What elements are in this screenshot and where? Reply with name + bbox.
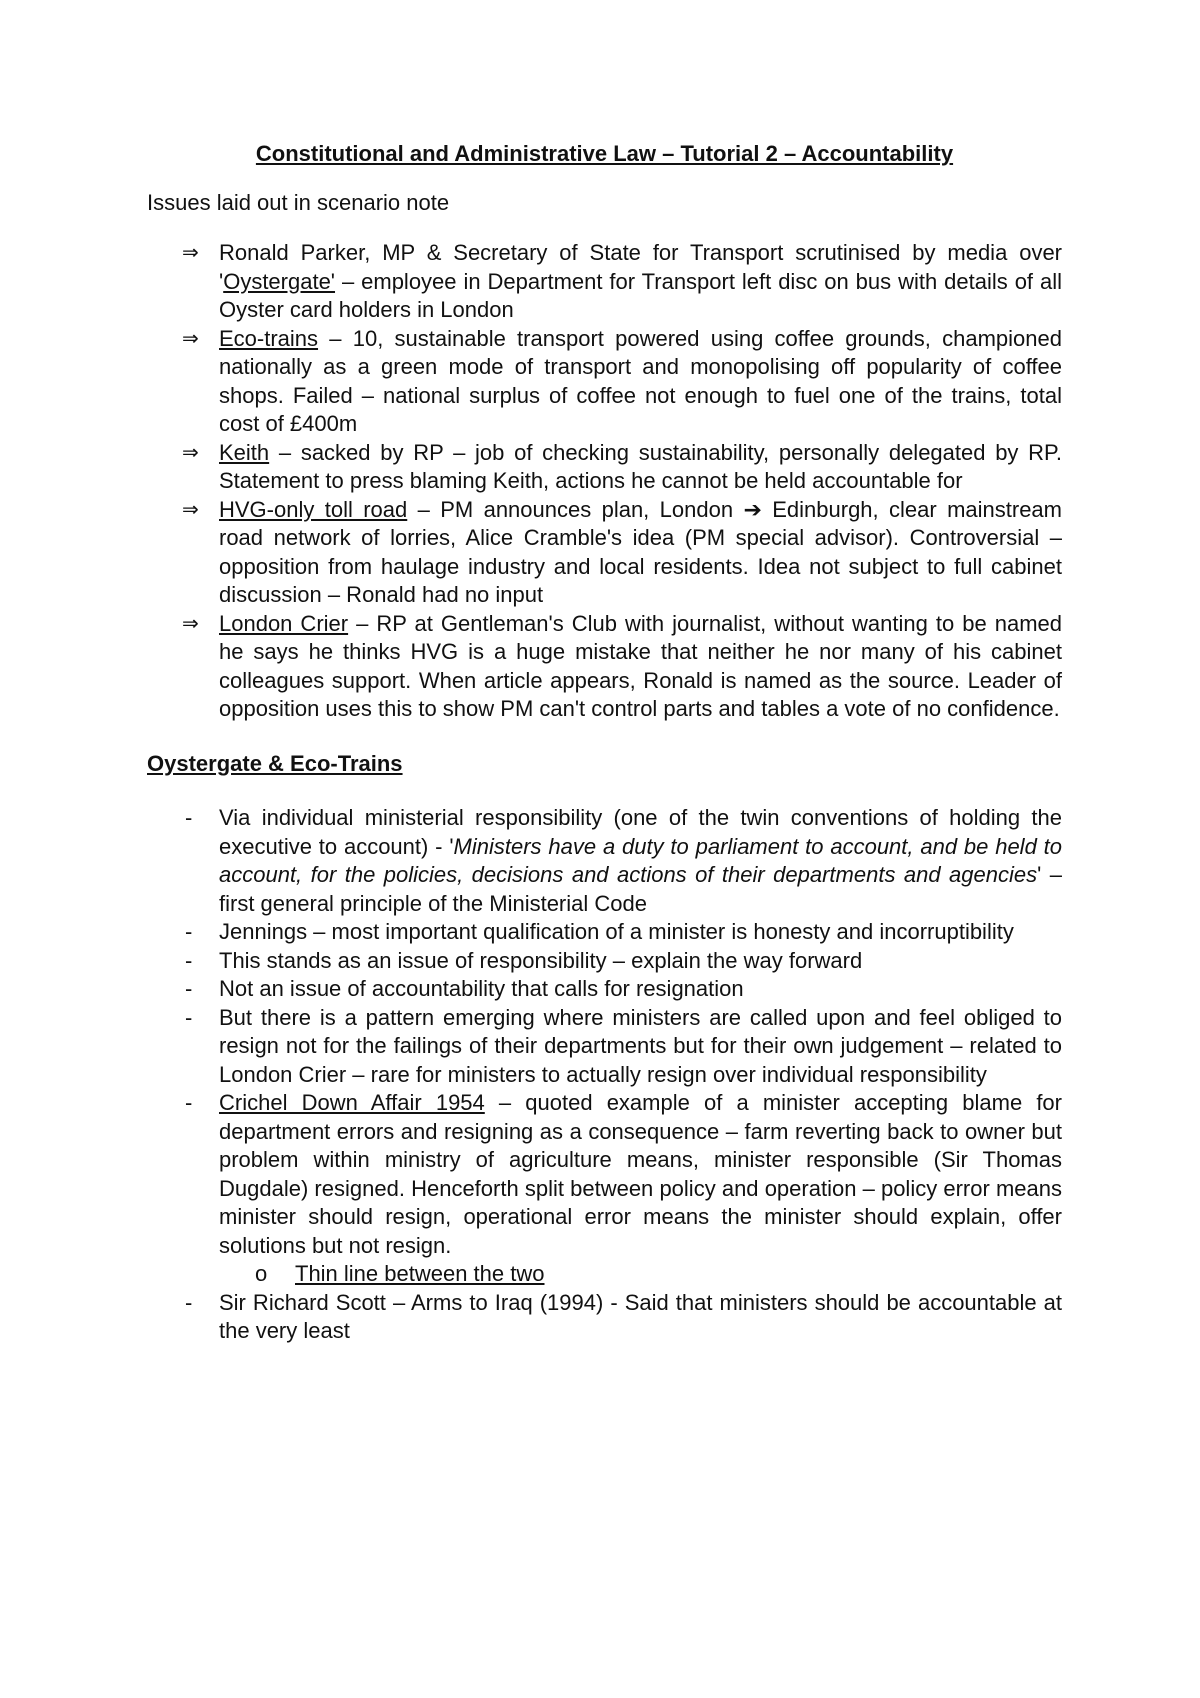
point-text: This stands as an issue of responsibility – explain the way forward	[219, 947, 863, 973]
dash-bullet-icon: -	[185, 1090, 193, 1115]
issue-keyword: Eco-trains	[219, 325, 319, 351]
issue-item-eco-trains	[147, 325, 1062, 439]
issue-item-hvg-toll-road	[147, 496, 1062, 610]
points-list	[147, 804, 1062, 1260]
point-text: Jennings – most important qualification of a minister is honesty and incorruptibility	[219, 919, 1014, 944]
issue-item-london-crier	[147, 610, 1062, 724]
point-text: But there is a pattern emerging where ministers are called upon and feel obliged to resign not for the failings of their departments but for their own judgement – related to London Crier – rare for ministers to actually resign over individual responsibility	[219, 1004, 1062, 1087]
document-title: Constitutional and Administrative Law – Tutorial 2 – Accountability	[255, 141, 954, 166]
arrow-bullet-icon: ⇒	[182, 327, 199, 350]
point-item	[147, 1004, 1062, 1090]
sub-points-list	[147, 1260, 1062, 1289]
issue-keyword: Keith	[219, 439, 270, 465]
dash-bullet-icon: -	[185, 1289, 193, 1315]
arrow-bullet-icon: ⇒	[182, 242, 199, 264]
dash-bullet-icon: -	[185, 976, 193, 1001]
point-item	[147, 804, 1062, 918]
circle-bullet-icon: o	[255, 1261, 268, 1286]
point-text-pre: Via individual ministerial responsibility (one of the twin conventions of holding the executive to account) - '	[219, 805, 1062, 859]
dash-bullet-icon: -	[185, 805, 193, 830]
dash-bullet-icon: -	[185, 919, 193, 944]
issue-text-post: – employee in Department for Transport left disc on bus with details of all Oyster card holders in London	[219, 268, 1062, 322]
issue-item-keith	[147, 439, 1062, 496]
sub-point-item	[147, 1260, 1062, 1289]
issue-keyword: HVG-only toll road	[219, 496, 408, 522]
arrow-bullet-icon: ⇒	[182, 441, 199, 464]
arrow-bullet-icon: ⇒	[182, 498, 199, 521]
point-text-post: – quoted example of a minister accepting blame for department errors and resigning as a consequence – farm reverting back to owner but problem within ministry of agriculture means, minister responsible (Sir Thomas Dugdale) resigned. Henceforth split between policy and operation – policy error means minister should resign, operational error means the minister should explain, offer solutions but not resign.	[219, 1090, 1062, 1258]
issue-text-post: – sacked by RP – job of checking sustainability, personally delegated by RP. Statement to press blaming Keith, actions he cannot be held accountable for	[219, 439, 1062, 493]
issue-item-oystergate	[147, 239, 1062, 325]
point-item	[147, 1089, 1062, 1260]
issue-text-post: – 10, sustainable transport powered using coffee grounds, championed nationally as a green mode of transport and monopolising off popularity of coffee shops. Failed – national surplus of coffee not enough to fuel one of the trains, total cost of £400m	[219, 325, 1062, 436]
point-text: Not an issue of accountability that calls for resignation	[219, 976, 744, 1001]
intro-text: Issues laid out in scenario note	[147, 189, 450, 215]
sub-point-text: Thin line between the two	[295, 1261, 545, 1286]
point-item	[147, 1289, 1062, 1346]
point-text: Sir Richard Scott – Arms to Iraq (1994) - Said that ministers should be accountable at the very least	[219, 1289, 1062, 1343]
issues-list	[147, 239, 1062, 724]
issue-text-post: – RP at Gentleman's Club with journalist, without wanting to be named he says he thinks HVG is a huge mistake that neither he nor many of his cabinet colleagues support. When article appears, Ronald is named as the source. Leader of opposition uses this to show PM can't control parts and tables a vote of no confidence.	[219, 610, 1062, 721]
arrow-bullet-icon: ⇒	[182, 612, 199, 635]
points-list-continued	[147, 1289, 1062, 1346]
case-keyword: Crichel Down Affair 1954	[219, 1090, 485, 1115]
ministerial-code-quote: Ministers have a duty to parliament to account, and be held to account, for the policies, decisions and actions of their departments and agencies	[219, 833, 1062, 887]
point-item	[147, 975, 1062, 1004]
issue-text-pre: Ronald Parker, MP & Secretary of State for Transport scrutinised by media over '	[219, 240, 1062, 294]
point-item	[147, 918, 1062, 947]
issue-text-post: – PM announces plan, London ➔ Edinburgh, clear mainstream road network of lorries, Alice Cramble's idea (PM special advisor). Controversial – opposition from haulage industry and local residents. Idea not subject to full cabinet discussion – Ronald had no input	[219, 496, 1062, 607]
document-page	[147, 140, 1062, 1346]
dash-bullet-icon: -	[185, 947, 193, 973]
point-item	[147, 947, 1062, 976]
section-heading: Oystergate & Eco-Trains	[147, 750, 403, 776]
issue-keyword: London Crier	[219, 610, 349, 636]
point-text-post: ' – first general principle of the Ministerial Code	[219, 862, 1062, 916]
issue-keyword: Oystergate'	[223, 268, 336, 294]
dash-bullet-icon: -	[185, 1004, 193, 1030]
